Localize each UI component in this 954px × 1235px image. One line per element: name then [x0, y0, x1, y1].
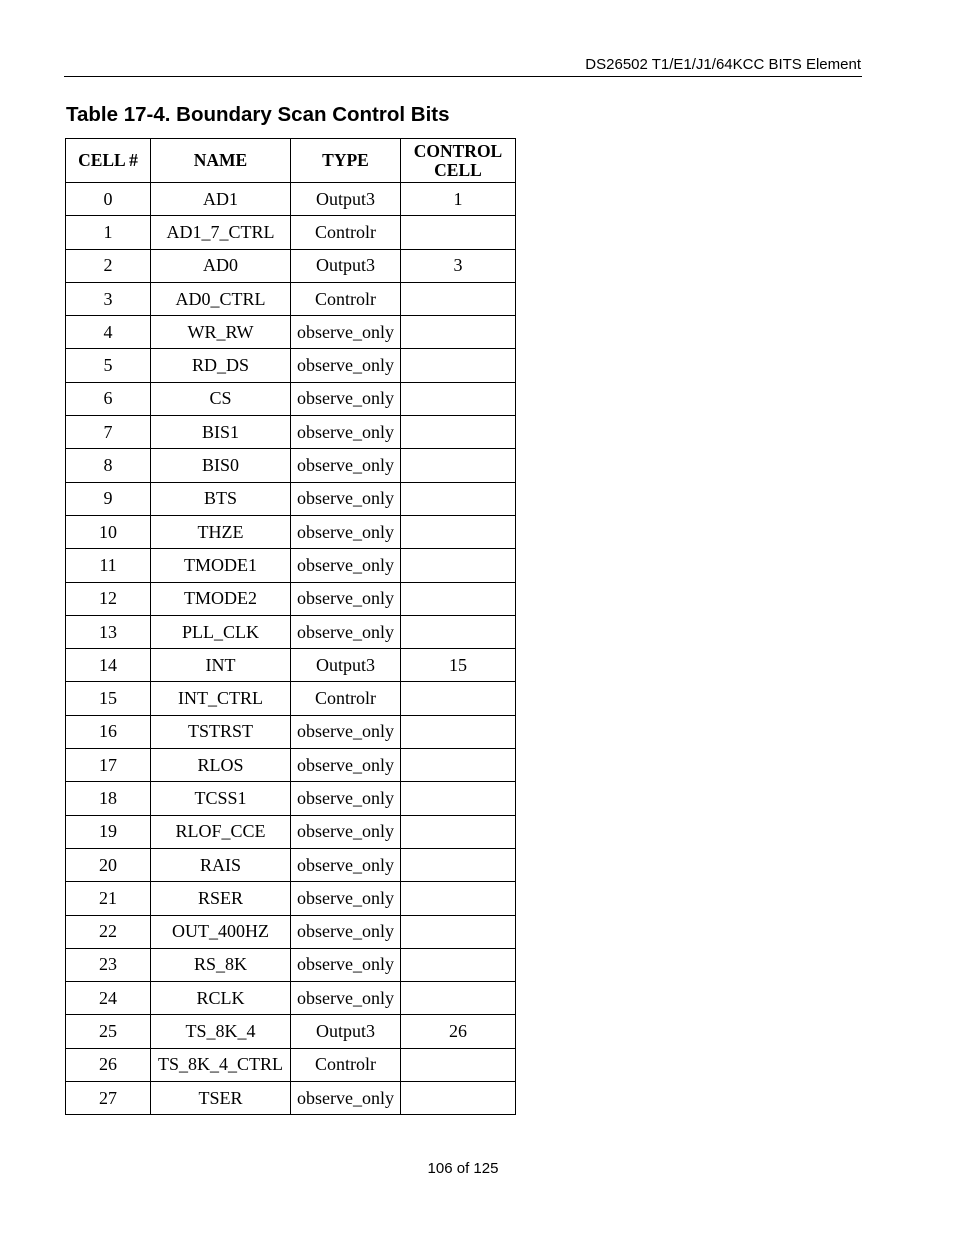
- table-row: [66, 482, 516, 515]
- cell-type: observe_only: [291, 782, 401, 815]
- table-body: [66, 183, 516, 1115]
- cell-cell-number: 5: [66, 349, 151, 382]
- table-row: [66, 615, 516, 648]
- cell-type: observe_only: [291, 582, 401, 615]
- cell-control-cell: [401, 715, 516, 748]
- cell-type: observe_only: [291, 848, 401, 881]
- cell-cell-number: 7: [66, 416, 151, 449]
- cell-name: RD_DS: [151, 349, 291, 382]
- table-row: [66, 882, 516, 915]
- cell-cell-number: 8: [66, 449, 151, 482]
- cell-control-cell: [401, 882, 516, 915]
- cell-cell-number: 25: [66, 1015, 151, 1048]
- table-row: [66, 682, 516, 715]
- cell-type: observe_only: [291, 749, 401, 782]
- cell-name: WR_RW: [151, 316, 291, 349]
- cell-cell-number: 16: [66, 715, 151, 748]
- column-header-name: NAME: [151, 139, 291, 183]
- cell-name: BIS1: [151, 416, 291, 449]
- cell-control-cell: [401, 582, 516, 615]
- cell-control-cell: [401, 382, 516, 415]
- page-number: 106 of 125: [427, 1160, 499, 1177]
- cell-control-cell: [401, 1048, 516, 1081]
- table-row: [66, 316, 516, 349]
- cell-name: BTS: [151, 482, 291, 515]
- cell-type: observe_only: [291, 982, 401, 1015]
- cell-cell-number: 3: [66, 282, 151, 315]
- cell-name: TMODE2: [151, 582, 291, 615]
- cell-type: observe_only: [291, 915, 401, 948]
- table-row: [66, 449, 516, 482]
- cell-type: observe_only: [291, 482, 401, 515]
- cell-cell-number: 14: [66, 649, 151, 682]
- cell-cell-number: 26: [66, 1048, 151, 1081]
- table-row: [66, 1082, 516, 1115]
- table-row: [66, 848, 516, 881]
- table-row: [66, 582, 516, 615]
- cell-control-cell: [401, 282, 516, 315]
- cell-type: Controlr: [291, 682, 401, 715]
- cell-name: TSER: [151, 1082, 291, 1115]
- cell-type: Output3: [291, 1015, 401, 1048]
- table-row: [66, 282, 516, 315]
- cell-control-cell: [401, 782, 516, 815]
- cell-type: observe_only: [291, 948, 401, 981]
- cell-type: Output3: [291, 649, 401, 682]
- cell-cell-number: 4: [66, 316, 151, 349]
- cell-cell-number: 24: [66, 982, 151, 1015]
- cell-control-cell: [401, 482, 516, 515]
- table-row: [66, 349, 516, 382]
- cell-name: RS_8K: [151, 948, 291, 981]
- table-header-row: [66, 139, 516, 183]
- cell-cell-number: 19: [66, 815, 151, 848]
- cell-cell-number: 21: [66, 882, 151, 915]
- table-row: [66, 948, 516, 981]
- cell-type: observe_only: [291, 382, 401, 415]
- cell-cell-number: 10: [66, 515, 151, 548]
- cell-name: BIS0: [151, 449, 291, 482]
- cell-type: observe_only: [291, 449, 401, 482]
- table-row: [66, 416, 516, 449]
- cell-cell-number: 2: [66, 249, 151, 282]
- table-row: [66, 782, 516, 815]
- cell-name: CS: [151, 382, 291, 415]
- cell-control-cell: [401, 615, 516, 648]
- document-header-title: DS26502 T1/E1/J1/64KCC BITS Element: [585, 56, 861, 73]
- cell-name: TS_8K_4: [151, 1015, 291, 1048]
- cell-name: THZE: [151, 515, 291, 548]
- cell-type: observe_only: [291, 349, 401, 382]
- cell-type: observe_only: [291, 815, 401, 848]
- cell-control-cell: [401, 416, 516, 449]
- table-row: [66, 249, 516, 282]
- cell-control-cell: [401, 216, 516, 249]
- cell-type: observe_only: [291, 882, 401, 915]
- cell-control-cell: [401, 549, 516, 582]
- cell-cell-number: 17: [66, 749, 151, 782]
- cell-name: AD0: [151, 249, 291, 282]
- column-header-cell-number: CELL #: [66, 139, 151, 183]
- cell-name: RAIS: [151, 848, 291, 881]
- cell-type: observe_only: [291, 615, 401, 648]
- cell-cell-number: 15: [66, 682, 151, 715]
- boundary-scan-table: [65, 138, 516, 1115]
- cell-cell-number: 6: [66, 382, 151, 415]
- column-header-control-cell: CONTROL CELL: [401, 139, 516, 183]
- cell-name: INT_CTRL: [151, 682, 291, 715]
- cell-type: observe_only: [291, 316, 401, 349]
- cell-cell-number: 20: [66, 848, 151, 881]
- cell-cell-number: 0: [66, 183, 151, 216]
- table-row: [66, 1015, 516, 1048]
- cell-control-cell: [401, 848, 516, 881]
- cell-type: Controlr: [291, 216, 401, 249]
- table-row: [66, 915, 516, 948]
- column-header-type: TYPE: [291, 139, 401, 183]
- cell-control-cell: 26: [401, 1015, 516, 1048]
- cell-type: Controlr: [291, 282, 401, 315]
- cell-control-cell: 1: [401, 183, 516, 216]
- cell-cell-number: 1: [66, 216, 151, 249]
- table-row: [66, 649, 516, 682]
- cell-cell-number: 11: [66, 549, 151, 582]
- table-row: [66, 715, 516, 748]
- cell-cell-number: 13: [66, 615, 151, 648]
- cell-name: AD0_CTRL: [151, 282, 291, 315]
- table-row: [66, 749, 516, 782]
- cell-cell-number: 9: [66, 482, 151, 515]
- cell-name: TMODE1: [151, 549, 291, 582]
- cell-type: Controlr: [291, 1048, 401, 1081]
- cell-cell-number: 27: [66, 1082, 151, 1115]
- cell-control-cell: [401, 449, 516, 482]
- cell-type: observe_only: [291, 715, 401, 748]
- cell-type: observe_only: [291, 549, 401, 582]
- cell-type: observe_only: [291, 416, 401, 449]
- cell-name: PLL_CLK: [151, 615, 291, 648]
- table-title: Table 17-4. Boundary Scan Control Bits: [66, 103, 450, 126]
- table-row: [66, 382, 516, 415]
- cell-name: TSTRST: [151, 715, 291, 748]
- cell-cell-number: 23: [66, 948, 151, 981]
- cell-type: Output3: [291, 183, 401, 216]
- cell-cell-number: 12: [66, 582, 151, 615]
- table-row: [66, 1048, 516, 1081]
- cell-control-cell: 3: [401, 249, 516, 282]
- cell-name: OUT_400HZ: [151, 915, 291, 948]
- cell-control-cell: [401, 1082, 516, 1115]
- cell-control-cell: [401, 982, 516, 1015]
- cell-control-cell: 15: [401, 649, 516, 682]
- cell-name: RLOF_CCE: [151, 815, 291, 848]
- cell-name: AD1: [151, 183, 291, 216]
- table-row: [66, 815, 516, 848]
- cell-type: observe_only: [291, 515, 401, 548]
- cell-control-cell: [401, 316, 516, 349]
- cell-control-cell: [401, 948, 516, 981]
- cell-cell-number: 22: [66, 915, 151, 948]
- cell-name: AD1_7_CTRL: [151, 216, 291, 249]
- table-row: [66, 549, 516, 582]
- cell-control-cell: [401, 515, 516, 548]
- table-row: [66, 216, 516, 249]
- cell-name: TCSS1: [151, 782, 291, 815]
- cell-type: Output3: [291, 249, 401, 282]
- cell-cell-number: 18: [66, 782, 151, 815]
- cell-name: RLOS: [151, 749, 291, 782]
- cell-name: TS_8K_4_CTRL: [151, 1048, 291, 1081]
- cell-type: observe_only: [291, 1082, 401, 1115]
- table-row: [66, 183, 516, 216]
- cell-control-cell: [401, 915, 516, 948]
- table-row: [66, 982, 516, 1015]
- cell-control-cell: [401, 749, 516, 782]
- table-row: [66, 515, 516, 548]
- cell-name: INT: [151, 649, 291, 682]
- cell-control-cell: [401, 682, 516, 715]
- cell-name: RSER: [151, 882, 291, 915]
- cell-control-cell: [401, 349, 516, 382]
- cell-control-cell: [401, 815, 516, 848]
- cell-name: RCLK: [151, 982, 291, 1015]
- header-divider: [64, 76, 862, 77]
